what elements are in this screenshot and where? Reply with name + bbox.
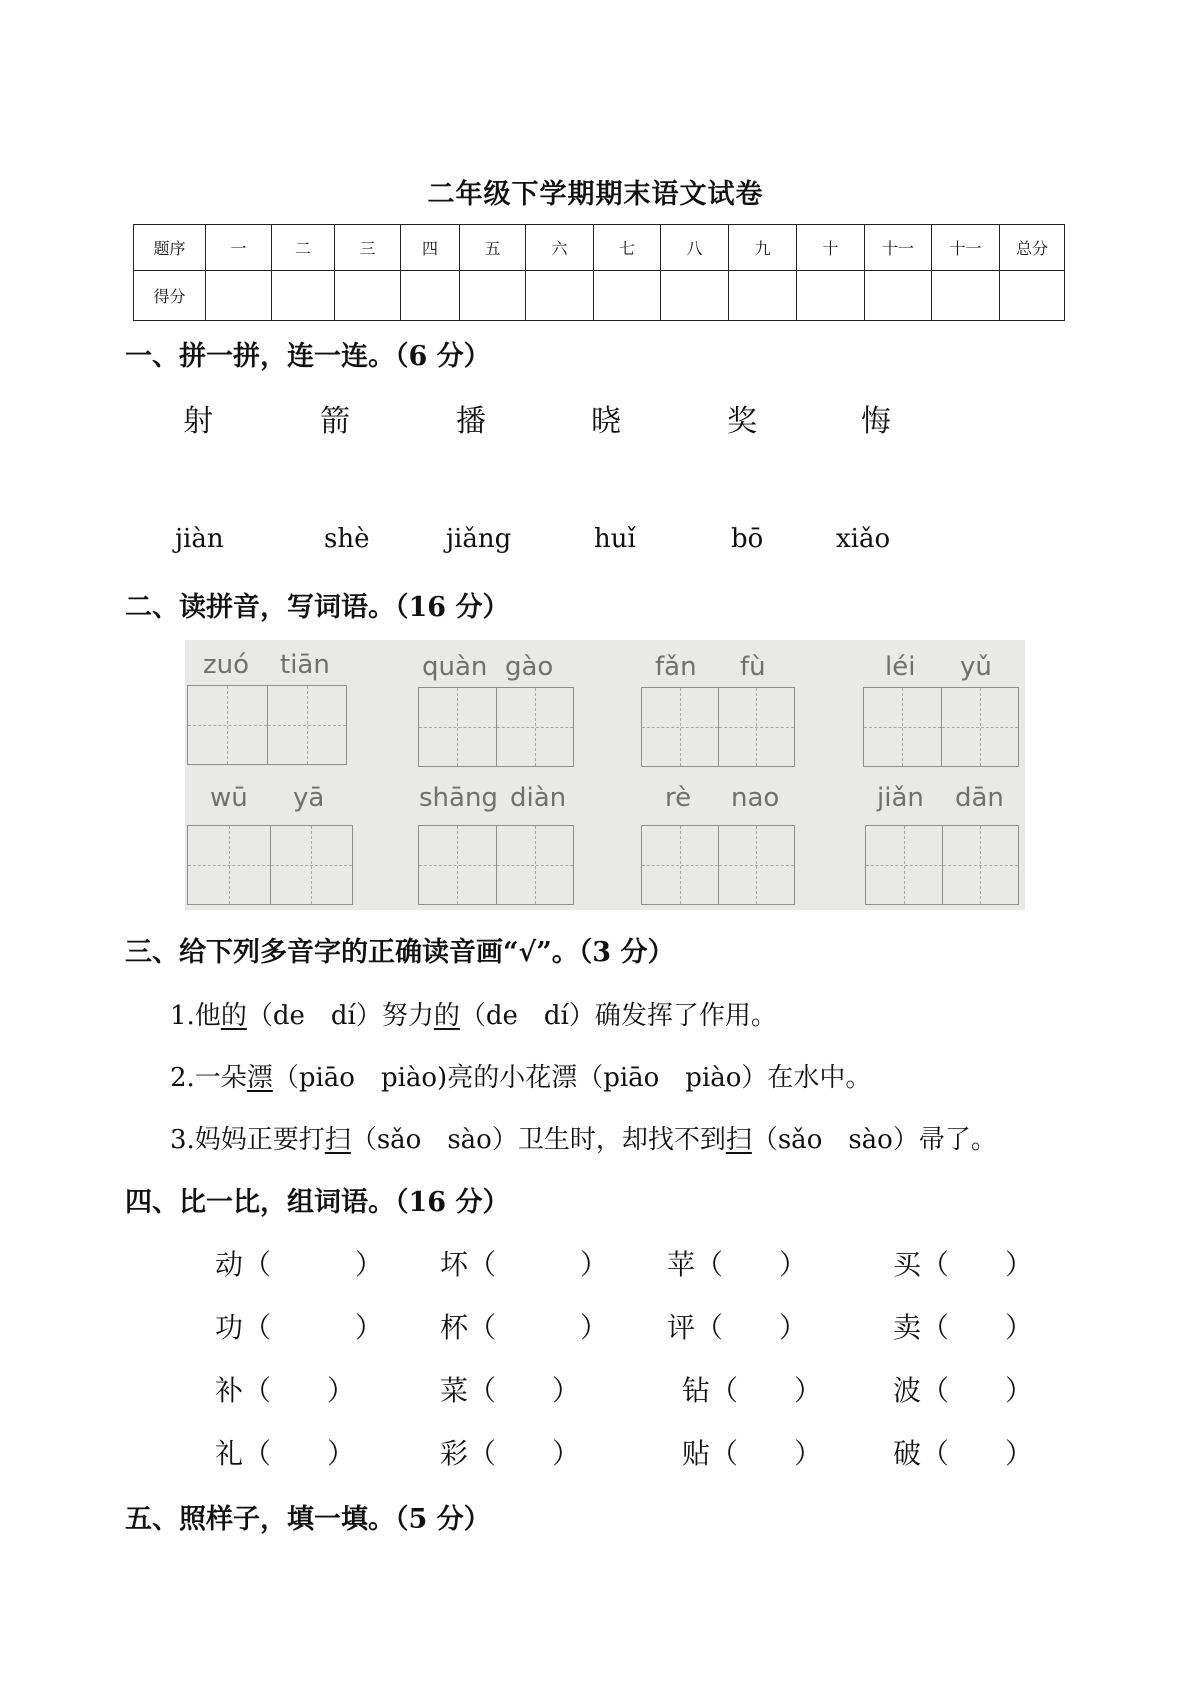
section-4-heading: 四、比一比，组词语。（16 分） bbox=[125, 1187, 510, 1218]
grid-pinyin: fù bbox=[740, 652, 766, 682]
score-cell[interactable] bbox=[206, 271, 272, 321]
writing-box[interactable] bbox=[865, 825, 1019, 905]
table-cell: 四 bbox=[401, 225, 460, 271]
writing-box[interactable] bbox=[187, 685, 347, 765]
writing-box[interactable] bbox=[641, 825, 795, 905]
word-group-item: 波（ ） bbox=[893, 1374, 1034, 1407]
table-cell: 五 bbox=[460, 225, 526, 271]
table-cell: 七 bbox=[594, 225, 661, 271]
word-group-item: 钻（ ） bbox=[682, 1374, 823, 1407]
score-cell[interactable] bbox=[460, 271, 526, 321]
table-cell: 六 bbox=[526, 225, 594, 271]
writing-box[interactable] bbox=[863, 687, 1019, 767]
question-line bbox=[170, 995, 777, 1032]
table-cell: 十一 bbox=[932, 225, 1000, 271]
underlined-char: 的 bbox=[433, 1001, 460, 1031]
score-cell[interactable] bbox=[1000, 271, 1065, 321]
score-cell[interactable] bbox=[797, 271, 865, 321]
table-cell: 一 bbox=[206, 225, 272, 271]
writing-box[interactable] bbox=[418, 687, 574, 767]
grid-pinyin: wū bbox=[210, 783, 248, 813]
word-group-item: 破（ ） bbox=[893, 1437, 1034, 1470]
score-cell[interactable] bbox=[272, 271, 335, 321]
grid-pinyin: quàn bbox=[422, 652, 488, 682]
word-group-item: 坏（ ） bbox=[440, 1248, 609, 1281]
pinyin-item: huǐ bbox=[594, 524, 636, 554]
writing-box[interactable] bbox=[641, 687, 795, 767]
score-cell[interactable] bbox=[729, 271, 797, 321]
grid-pinyin: zuó bbox=[203, 650, 250, 680]
score-cell[interactable] bbox=[865, 271, 932, 321]
text-fragment: （sǎo sào）卫生时，却找不到 bbox=[350, 1125, 726, 1155]
grid-pinyin: fǎn bbox=[655, 652, 697, 682]
hanzi-char: 奖 bbox=[727, 404, 757, 439]
score-cell[interactable] bbox=[932, 271, 1000, 321]
underlined-char: 的 bbox=[220, 1001, 247, 1031]
hanzi-char: 悔 bbox=[861, 404, 891, 439]
grid-pinyin: diàn bbox=[510, 783, 567, 813]
table-cell: 九 bbox=[729, 225, 797, 271]
word-group-item: 评（ ） bbox=[667, 1311, 808, 1344]
grid-pinyin: rè bbox=[665, 783, 692, 813]
word-group-item: 功（ ） bbox=[215, 1311, 384, 1344]
text-fragment: （de dí）确发挥了作用。 bbox=[459, 1001, 777, 1031]
text-fragment: 3.妈妈正要打 bbox=[170, 1125, 325, 1155]
section-5-heading: 五、照样子，填一填。（5 分） bbox=[125, 1504, 491, 1535]
word-group-item: 苹（ ） bbox=[667, 1248, 808, 1281]
score-cell[interactable] bbox=[335, 271, 401, 321]
table-cell: 八 bbox=[661, 225, 729, 271]
pinyin-writing-grid-photo bbox=[185, 640, 1025, 910]
word-group-item: 彩（ ） bbox=[440, 1437, 581, 1470]
underlined-char: 扫 bbox=[725, 1125, 752, 1155]
text-fragment: （sǎo sào）帚了。 bbox=[751, 1125, 997, 1155]
question-line bbox=[170, 1119, 997, 1156]
word-group-item: 贴（ ） bbox=[682, 1437, 823, 1470]
hanzi-char: 晓 bbox=[591, 404, 621, 439]
score-cell[interactable] bbox=[661, 271, 729, 321]
text-fragment: （piāo piào)亮的小花漂（piāo piào）在水中。 bbox=[272, 1063, 872, 1093]
grid-pinyin: jiǎn bbox=[877, 783, 924, 813]
hanzi-char: 箭 bbox=[320, 404, 350, 439]
grid-pinyin: léi bbox=[885, 652, 916, 682]
word-group-item: 杯（ ） bbox=[440, 1311, 609, 1344]
score-cell[interactable] bbox=[526, 271, 594, 321]
table-cell: 总分 bbox=[1000, 225, 1065, 271]
underlined-char: 漂 bbox=[246, 1063, 273, 1093]
word-group-item: 菜（ ） bbox=[440, 1374, 581, 1407]
text-fragment: 1.他 bbox=[170, 1001, 221, 1031]
pinyin-item: jiǎng bbox=[446, 524, 512, 554]
writing-box[interactable] bbox=[418, 825, 574, 905]
grid-pinyin: shāng bbox=[419, 783, 498, 813]
score-table bbox=[133, 224, 1065, 321]
grid-pinyin: nao bbox=[731, 783, 780, 813]
writing-box[interactable] bbox=[187, 825, 353, 905]
word-group-item: 买（ ） bbox=[893, 1248, 1034, 1281]
table-cell: 三 bbox=[335, 225, 401, 271]
page-title: 二年级下学期期末语文试卷 bbox=[427, 179, 764, 210]
table-cell: 得分 bbox=[134, 271, 206, 321]
pinyin-item: jiàn bbox=[175, 524, 224, 554]
word-group-item: 动（ ） bbox=[215, 1248, 384, 1281]
section-3-heading: 三、给下列多音字的正确读音画“√”。（3 分） bbox=[125, 937, 675, 968]
table-cell: 二 bbox=[272, 225, 335, 271]
section-1-heading: 一、拼一拼，连一连。（6 分） bbox=[125, 341, 491, 372]
score-cell[interactable] bbox=[594, 271, 661, 321]
hanzi-char: 播 bbox=[456, 404, 486, 439]
pinyin-item: xiǎo bbox=[836, 524, 891, 554]
word-group-item: 卖（ ） bbox=[893, 1311, 1034, 1344]
pinyin-item: bō bbox=[731, 524, 764, 554]
word-group-item: 礼（ ） bbox=[215, 1437, 356, 1470]
underlined-char: 扫 bbox=[324, 1125, 351, 1155]
grid-pinyin: dān bbox=[955, 783, 1004, 813]
score-table-header-row bbox=[134, 225, 1065, 271]
table-cell: 十一 bbox=[865, 225, 932, 271]
score-table-score-row bbox=[134, 271, 1065, 321]
grid-pinyin: yā bbox=[293, 783, 325, 813]
grid-pinyin: gào bbox=[505, 652, 554, 682]
score-cell[interactable] bbox=[401, 271, 460, 321]
word-group-item: 补（ ） bbox=[215, 1374, 356, 1407]
text-fragment: 2.一朵 bbox=[170, 1063, 247, 1093]
table-cell: 题序 bbox=[134, 225, 206, 271]
hanzi-char: 射 bbox=[183, 404, 213, 439]
grid-pinyin: yǔ bbox=[960, 652, 992, 682]
section-2-heading: 二、读拼音，写词语。（16 分） bbox=[125, 592, 510, 623]
pinyin-item: shè bbox=[324, 524, 370, 554]
grid-pinyin: tiān bbox=[280, 650, 330, 680]
question-line bbox=[170, 1057, 871, 1094]
table-cell: 十 bbox=[797, 225, 865, 271]
text-fragment: （de dí）努力 bbox=[246, 1001, 434, 1031]
